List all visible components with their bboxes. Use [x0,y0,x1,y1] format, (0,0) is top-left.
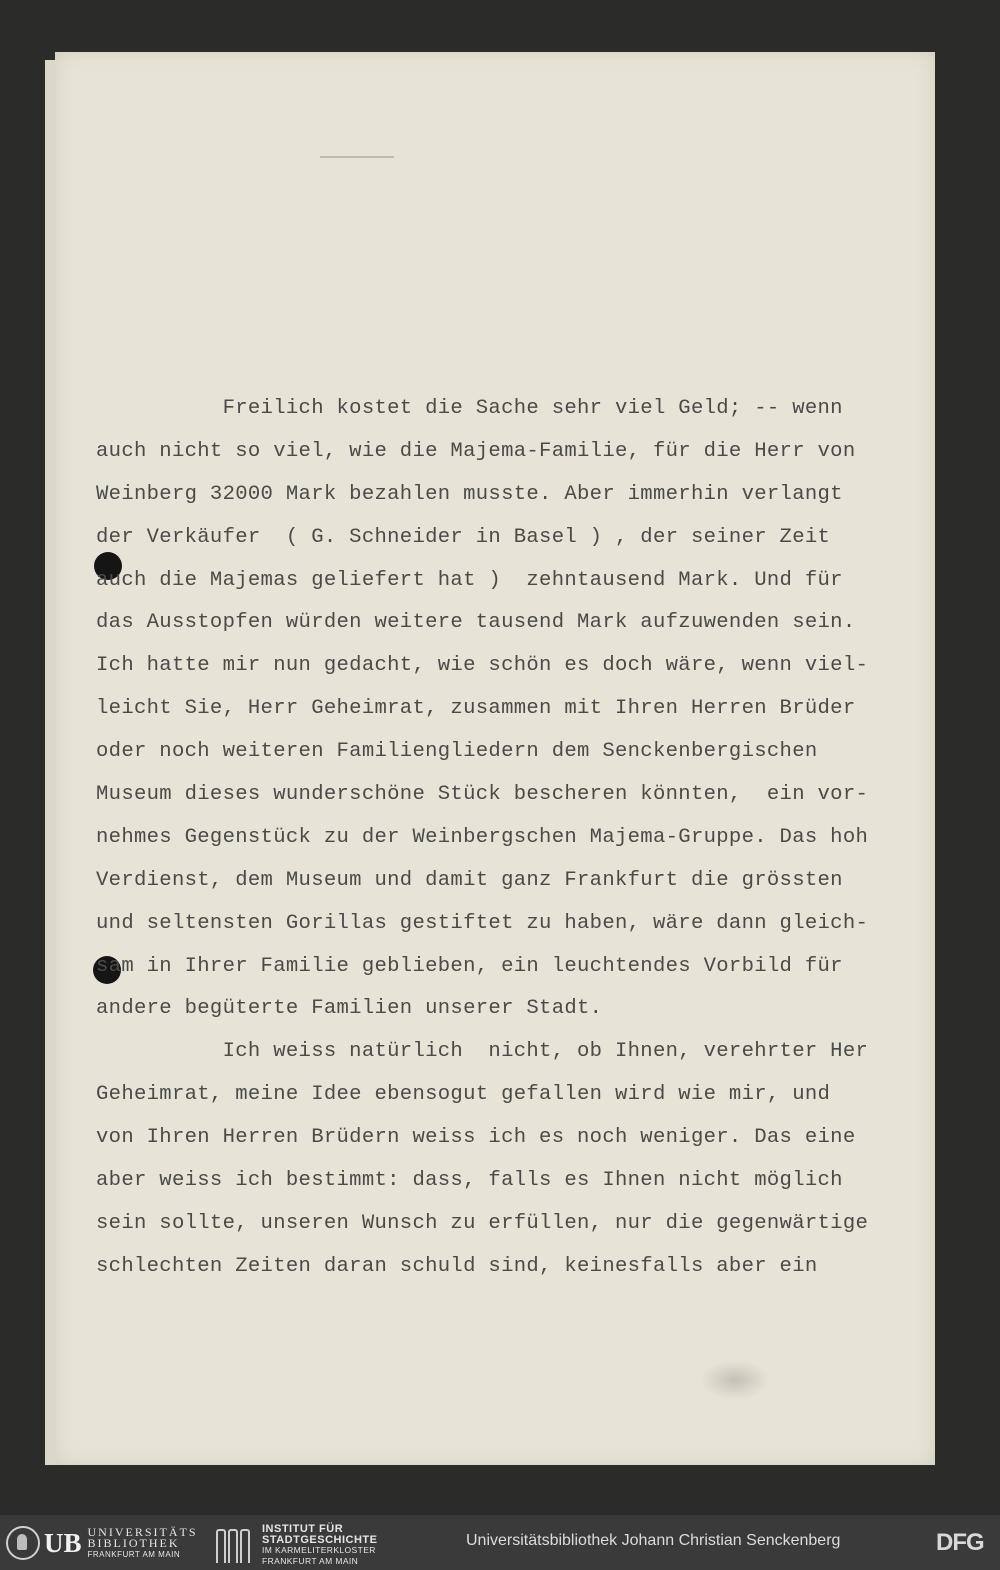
arches-icon [214,1527,254,1563]
footer-bar [0,1515,1000,1570]
letter-line: auch nicht so viel, wie die Majema-Familie, für die Herr von [96,439,856,463]
isg-logo-line1: INSTITUT FÜR [262,1523,344,1535]
letter-line: Geheimrat, meine Idee ebensogut gefallen wird wie mir, und [96,1083,831,1107]
letter-line: der Verkäufer ( G. Schneider in Basel ) , der seiner Zeit [96,525,831,549]
letter-line: von Ihren Herren Brüdern weiss ich es noch weniger. Das eine [96,1126,856,1150]
letter-line: sam in Ihrer Familie geblieben, ein leuchtendes Vorbild für [96,954,843,978]
ub-logo-line3: FRANKFURT AM MAIN [87,1549,181,1559]
letter-line: leicht Sie, Herr Geheimrat, zusammen mit Ihren Herren Brüder [96,697,856,721]
letter-line: andere begüterte Familien unserer Stadt. [96,997,603,1021]
dfg-logo[interactable]: DFG [936,1529,984,1556]
letter-line: Freilich kostet die Sache sehr viel Geld; -- wenn [96,397,843,420]
letter-line: Verdienst, dem Museum und damit ganz Frankfurt die grössten [96,868,843,892]
letter-body [96,388,926,1289]
seal-icon [6,1526,40,1560]
letter-line: und seltensten Gorillas gestiftet zu haben, wäre dann gleich- [96,911,869,935]
letter-line: sein sollte, unseren Wunsch zu erfüllen, nur die gegenwärtige [96,1211,869,1235]
footer-library-name: Universitätsbibliothek Johann Christian Senckenberg [466,1532,841,1549]
isg-logo-line3: IM KARMELITERKLOSTER [262,1545,376,1555]
ub-logo-line2: BIBLIOTHEK [87,1535,180,1550]
letter-line: oder noch weiteren Familiengliedern dem Senckenbergischen [96,740,818,764]
ub-logo-line1: UNIVERSITÄTS [87,1524,198,1539]
ub-library-logo[interactable] [6,1525,198,1561]
letter-line: Ich hatte mir nun gedacht, wie schön es doch wäre, wenn viel- [96,654,869,678]
ink-mark [320,156,394,158]
letter-line: das Ausstopfen würden weitere tausend Mark aufzuwenden sein. [96,611,856,635]
pencil-smudge [700,1360,770,1400]
institut-stadtgeschichte-logo[interactable] [214,1524,377,1566]
letter-line: aber weiss ich bestimmt: dass, falls es Ihnen nicht möglich [96,1169,843,1193]
letter-line: Weinberg 32000 Mark bezahlen musste. Aber immerhin verlangt [96,482,843,506]
letter-line: schlechten Zeiten daran schuld sind, keinesfalls aber ein [96,1254,818,1278]
letter-line: Museum dieses wunderschöne Stück bescheren könnten, ein vor- [96,783,869,807]
letter-line: auch die Majemas geliefert hat ) zehntausend Mark. Und für [96,568,843,592]
letter-line: nehmes Gegenstück zu der Weinbergschen Majema-Gruppe. Das hoh [96,825,869,849]
isg-logo-line4: FRANKFURT AM MAIN [262,1555,359,1566]
letter-line: Ich weiss natürlich nicht, ob Ihnen, verehrter Her [96,1040,869,1064]
ub-logo-letters: UB [44,1527,82,1558]
isg-logo-line2: STADTGESCHICHTE [262,1533,378,1546]
